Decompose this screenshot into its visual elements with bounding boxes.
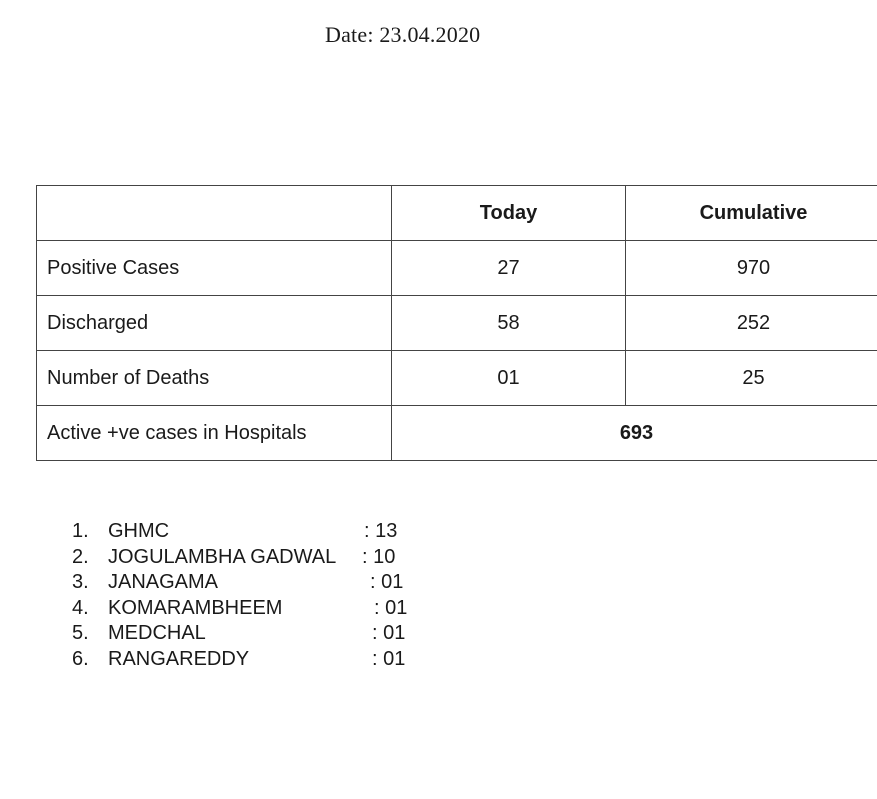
active-value: 693 [392, 406, 877, 461]
header-cell-today: Today [392, 186, 626, 241]
list-item [72, 596, 408, 622]
row-label: Discharged [37, 296, 392, 351]
stats-table [36, 185, 877, 461]
district-name: JOGULAMBHA GADWAL [108, 545, 337, 568]
list-item [72, 621, 406, 647]
list-index: 5. [72, 622, 89, 644]
list-index: 4. [72, 596, 89, 619]
district-name: KOMARAMBHEEM [108, 596, 283, 619]
list-index: 3. [72, 571, 89, 593]
table-row [37, 241, 877, 296]
today-value: 27 [392, 241, 626, 296]
cumulative-value: 252 [626, 296, 877, 351]
table-row-active [37, 406, 877, 461]
cumulative-value: 25 [626, 351, 877, 406]
list-item [72, 570, 404, 596]
list-index: 2. [72, 545, 89, 568]
cumulative-value: 970 [626, 241, 877, 296]
row-label: Number of Deaths [37, 351, 392, 406]
district-count: : 13 [364, 520, 398, 542]
district-name: JANAGAMA [108, 571, 219, 593]
table-row [37, 351, 877, 406]
district-name: GHMC [108, 520, 170, 542]
table-header-row [37, 186, 877, 241]
list-item [72, 647, 406, 673]
table-row [37, 296, 877, 351]
list-item [72, 519, 398, 545]
district-count: : 01 [372, 647, 406, 670]
today-value: 58 [392, 296, 626, 351]
list-index: 1. [72, 520, 89, 542]
row-label: Active +ve cases in Hospitals [37, 406, 392, 461]
district-list [72, 519, 408, 672]
district-count: : 01 [370, 571, 404, 593]
header-cell-blank [37, 186, 392, 241]
district-name: RANGAREDDY [108, 647, 250, 670]
district-count: : 10 [362, 545, 396, 568]
report-date: Date: 23.04.2020 [325, 22, 481, 47]
list-item [72, 545, 396, 571]
today-value: 01 [392, 351, 626, 406]
district-count: : 01 [374, 596, 408, 619]
district-name: MEDCHAL [108, 622, 206, 644]
district-count: : 01 [372, 622, 406, 644]
list-index: 6. [72, 647, 89, 670]
header-cell-cumulative: Cumulative [626, 186, 877, 241]
row-label: Positive Cases [37, 241, 392, 296]
